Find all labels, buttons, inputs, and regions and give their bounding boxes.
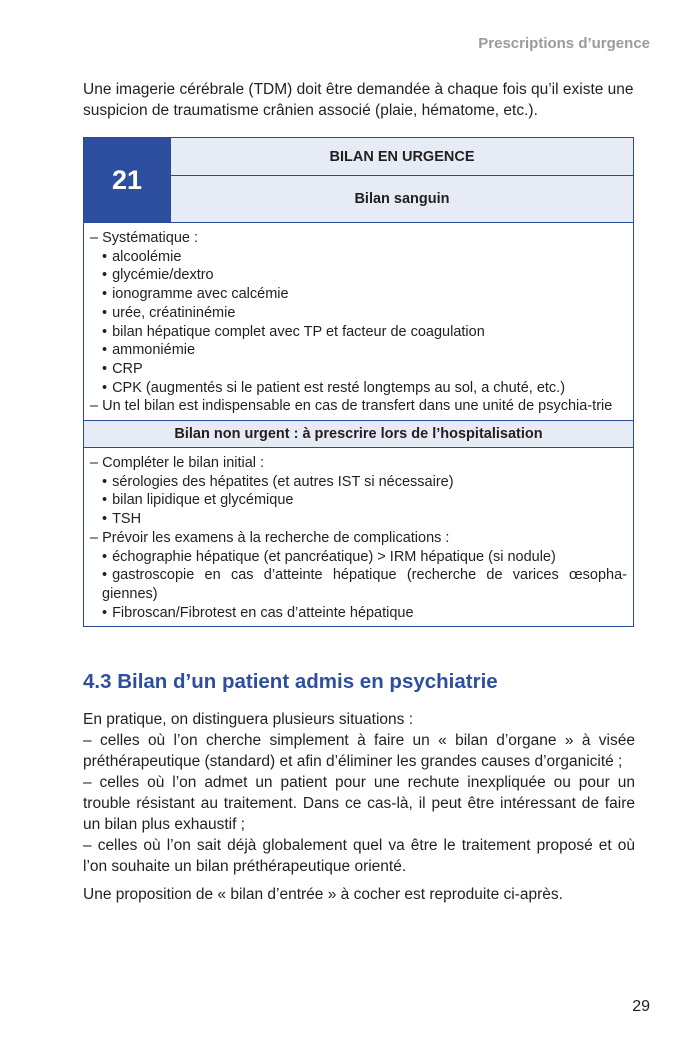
table-number: 21 [84,138,171,222]
list-item: • ionogramme avec calcémie [90,285,627,304]
list-item: • échographie hépatique (et pancréatique) > IRM hépatique (si nodule) [90,548,627,567]
list-item: • CRP [90,360,627,379]
paragraph-item: – celles où l’on admet un patient pour une rechute inexpliquée ou pour un trouble résistant au traitement. Dans ce cas-là, il peut être intéressant de faire un bilan plus exhaustif ; [83,774,635,833]
section-intro: – Prévoir les examens à la recherche de complications : [90,529,450,546]
paragraph-item: – celles où l’on cherche simplement à faire un « bilan d’organe » à visée préthérapeutique (standard) et afin d’éliminer les grandes causes d’organicité ; [83,732,635,770]
table-header [84,138,633,223]
list-item: • CPK (augmentés si le patient est resté longtemps au sol, a chuté, etc.) [90,379,627,398]
intro-paragraph: Une imagerie cérébrale (TDM) doit être demandée à chaque fois qu’il existe une suspicion de traumatisme crânien associé (plaie, hématome, etc.). [83,81,634,119]
paragraph-lead: En pratique, on distinguera plusieurs situations : [83,711,414,728]
paragraph-item: – celles où l’on sait déjà globalement quel va être le traitement proposé et où l’on souhaite un bilan préthérapeutique orienté. [83,837,635,875]
table-section-2-title: Bilan non urgent : à prescrire lors de l’hospitalisation [84,420,633,448]
list-item: • bilan hépatique complet avec TP et facteur de coagulation [90,323,627,342]
list-item: • sérologies des hépatites (et autres IST si nécessaire) [90,473,627,492]
prescription-table [83,137,634,627]
list-item: • glycémie/dextro [90,266,627,285]
list-item: • alcoolémie [90,248,627,267]
list-item: • gastroscopie en cas d’atteinte hépatique (recherche de varices œsopha-giennes) [90,566,627,603]
table-title: BILAN EN URGENCE [171,138,633,176]
table-section-2 [84,448,633,626]
section-note: – Un tel bilan est indispensable en cas de transfert dans une unité de psychia-trie [90,398,613,415]
list-item: • Fibroscan/Fibrotest en cas d’atteinte hépatique [90,604,627,623]
section-heading: 4.3 Bilan d’un patient admis en psychiatrie [83,670,498,693]
table-section-1 [84,223,633,420]
list-item: • ammoniémie [90,341,627,360]
paragraph-closing: Une proposition de « bilan d’entrée » à cocher est reproduite ci-après. [83,886,563,903]
list-item: • TSH [90,510,627,529]
table-titles [171,138,633,222]
body-paragraph [83,709,635,905]
section-intro: – Compléter le bilan initial : [90,455,265,472]
list-item: • urée, créatininémie [90,304,627,323]
list-item: • bilan lipidique et glycémique [90,491,627,510]
table-subtitle: Bilan sanguin [354,191,450,207]
page-number: 29 [632,998,650,1015]
section-intro: – Systématique : [90,230,198,246]
running-header: Prescriptions d’urgence [478,35,650,52]
